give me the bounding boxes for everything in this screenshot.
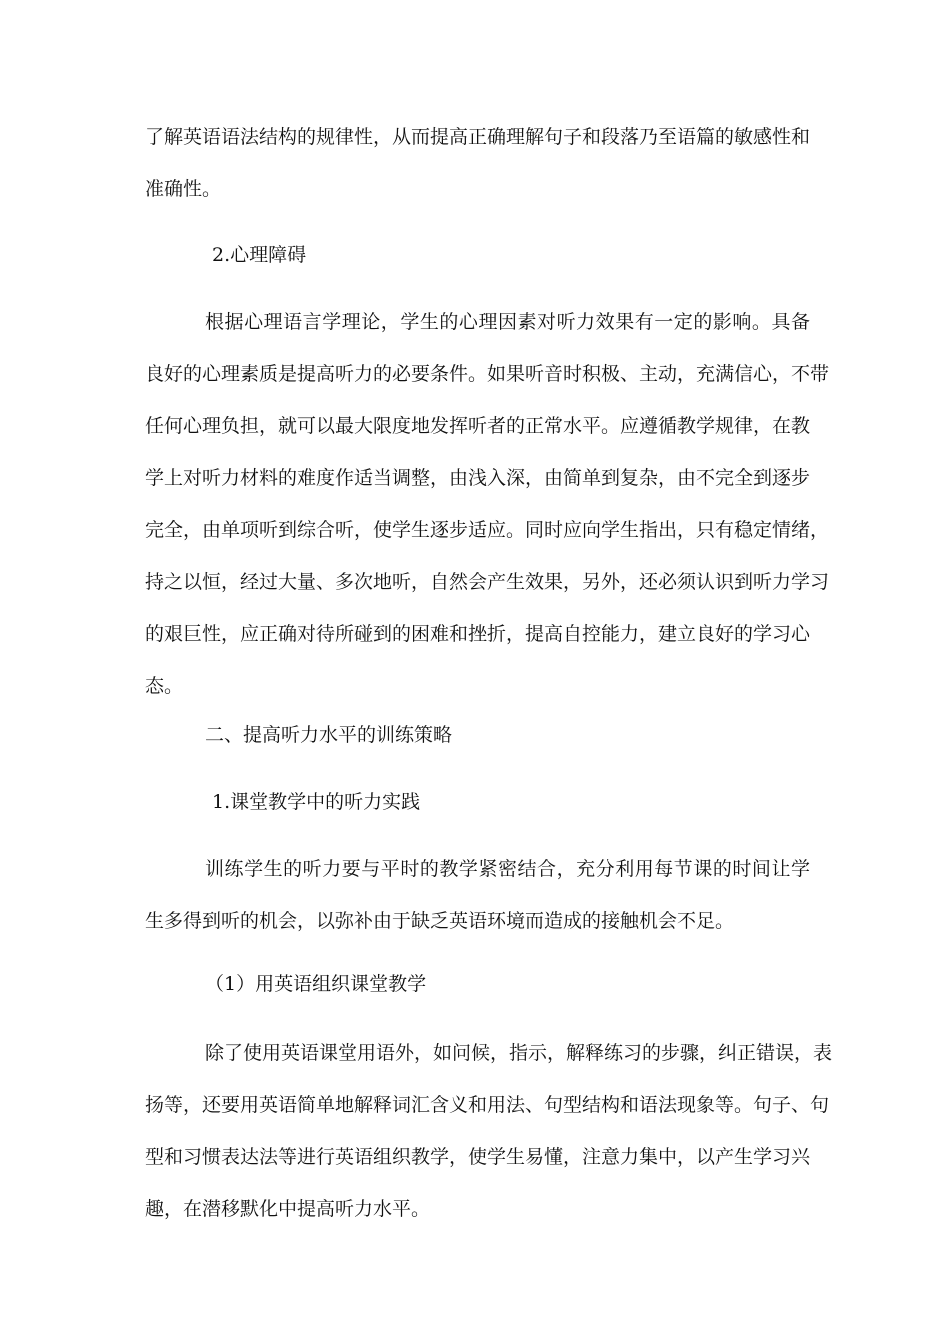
text-line: 学上对听力材料的难度作适当调整，由浅入深，由简单到复杂，由不完全到逐步 [145, 467, 811, 489]
text-line: 准确性。 [145, 178, 222, 200]
text-line: 训练学生的听力要与平时的教学紧密结合，充分利用每节课的时间让学 [205, 858, 810, 880]
text-line: 了解英语语法结构的规律性，从而提高正确理解句子和段落乃至语篇的敏感性和 [145, 126, 811, 148]
text-line: 持之以恒，经过大量、多次地听，自然会产生效果，另外，还必须认识到听力学习 [145, 571, 830, 593]
text-line: 任何心理负担，就可以最大限度地发挥听者的正常水平。应遵循教学规律，在教 [145, 415, 811, 437]
text-line: 趣，在潜移默化中提高听力水平。 [145, 1198, 431, 1220]
text-line: 生多得到听的机会，以弥补由于缺乏英语环境而造成的接触机会不足。 [145, 910, 735, 932]
subsection-heading: （1）用英语组织课堂教学 [205, 973, 427, 995]
text-line: 良好的心理素质是提高听力的必要条件。如果听音时积极、主动，充满信心，不带 [145, 363, 830, 385]
section-heading: 二、提高听力水平的训练策略 [205, 724, 453, 746]
text-line: 扬等，还要用英语简单地解释词汇含义和用法、句型结构和语法现象等。句子、句 [145, 1094, 830, 1116]
text-line: 的艰巨性，应正确对待所碰到的困难和挫折，提高自控能力，建立良好的学习心 [145, 623, 811, 645]
text-line: 根据心理语言学理论，学生的心理因素对听力效果有一定的影响。具备 [205, 311, 810, 333]
text-line: 态。 [145, 675, 184, 697]
subsection-heading: 1.课堂教学中的听力实践 [212, 791, 421, 813]
text-line: 完全，由单项听到综合听，使学生逐步适应。同时应向学生指出，只有稳定情绪， [145, 519, 830, 541]
text-line: 除了使用英语课堂用语外，如问候，指示，解释练习的步骤，纠正错误，表 [205, 1042, 833, 1064]
section-heading: 2.心理障碍 [212, 244, 307, 266]
text-line: 型和习惯表达法等进行英语组织教学，使学生易懂，注意力集中，以产生学习兴 [145, 1146, 811, 1168]
